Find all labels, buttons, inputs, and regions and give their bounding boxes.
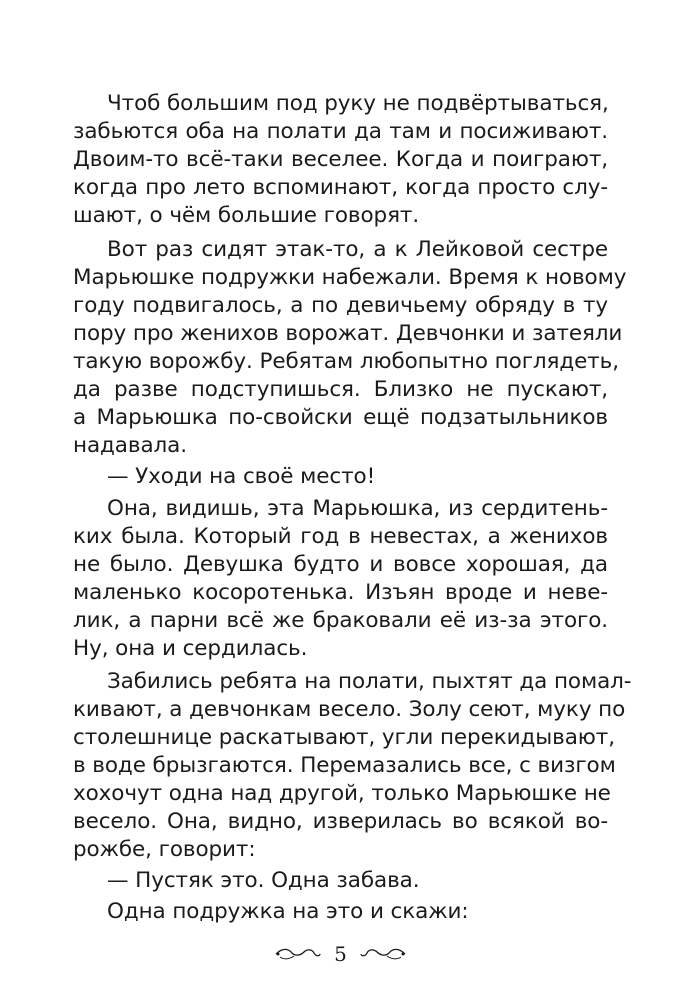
text-line: ких была. Который год в невестах, а женихов xyxy=(73,524,608,549)
page-number: 5 xyxy=(334,942,347,966)
text-line: кивают, а девчонкам весело. Золу сеют, муку по xyxy=(73,697,626,722)
flourish-ornament-right-icon xyxy=(359,946,407,962)
text-line: Одна подружка на это и скажи: xyxy=(107,899,469,924)
text-line: Она, видишь, эта Марьюшка, из сердитень- xyxy=(107,496,608,521)
text-line: Марьюшке подружки набежали. Время к новому xyxy=(73,265,627,290)
text-line: Ну, она и сердилась. xyxy=(73,636,308,661)
text-line: а Марьюшка по-свойски ещё подзатыльников xyxy=(73,405,608,430)
text-line: году подвигалось, а по девичьему обряду в ту xyxy=(73,293,608,318)
text-line: лик, а парни всё же браковали её из-за этого. xyxy=(73,608,608,633)
text-line: весело. Она, видно, изверилась во всякой во- xyxy=(73,809,608,834)
page-number-footer xyxy=(0,940,681,968)
text-line: столешнице раскатывают, угли перекидывают, xyxy=(73,725,615,750)
text-line: в воде брызгаются. Перемазались все, с визгом xyxy=(73,753,616,778)
text-line: надавала. xyxy=(73,433,187,458)
text-line: пору про женихов ворожат. Девчонки и затеяли xyxy=(73,321,623,346)
text-line: да разве подступишься. Близко не пускают, xyxy=(73,377,608,402)
text-line: Чтоб большим под руку не подвёртываться, xyxy=(107,91,609,116)
text-line: маленько косоротенька. Изъян вроде и неве- xyxy=(73,580,608,605)
text-line: забьются оба на полати да там и посиживают. xyxy=(73,119,608,144)
text-line: не было. Девушка будто и вовсе хорошая, да xyxy=(73,552,608,577)
text-line: хохочут одна над другой, только Марьюшке не xyxy=(73,781,611,806)
text-line: — Пустяк это. Одна забава. xyxy=(107,868,420,893)
page-footer xyxy=(0,897,681,925)
text-line: Двоим-то всё-таки веселее. Когда и поиграют, xyxy=(73,147,608,172)
text-line: шают, о чём большие говорят. xyxy=(73,203,420,228)
text-line: Вот раз сидят этак-то, а к Лейковой сестре xyxy=(107,237,608,262)
text-line: Забились ребята на полати, пыхтят да помал- xyxy=(107,669,632,694)
text-line: такую ворожбу. Ребятам любопытно поглядеть, xyxy=(73,349,619,374)
text-line: когда про лето вспоминают, когда просто слу- xyxy=(73,175,608,200)
text-line: рожбе, говорит: xyxy=(73,837,256,862)
text-line: — Уходи на своё место! xyxy=(107,464,376,489)
flourish-ornament-left-icon xyxy=(274,946,322,962)
